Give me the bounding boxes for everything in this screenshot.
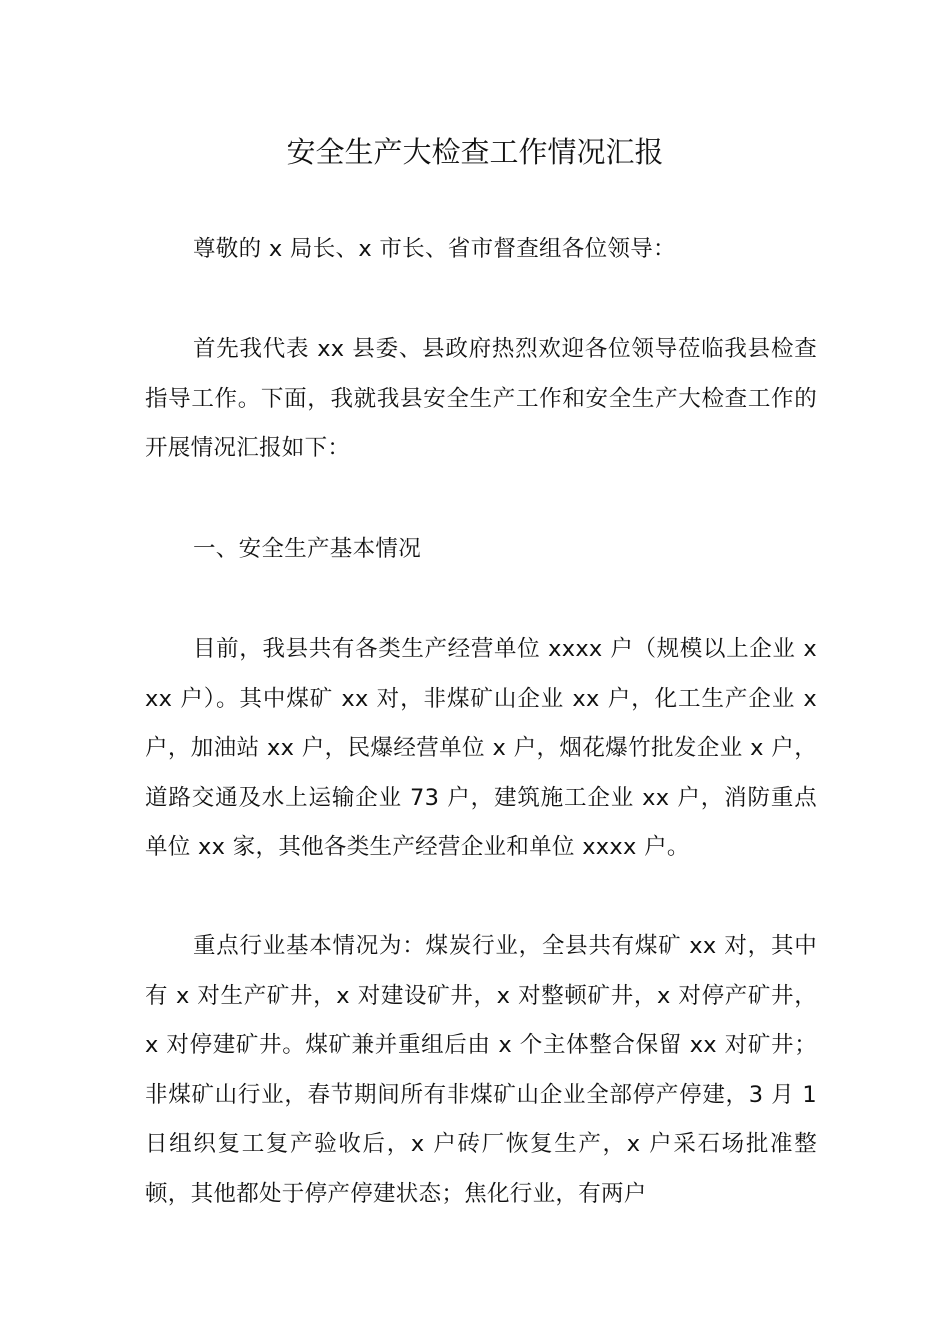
units-overview-paragraph: 目前，我县共有各类生产经营单位 xxxx 户（规模以上企业 xxx 户）。其中煤矿 xx 对，非煤矿山企业 xx 户，化工生产企业 x 户，加油站 xx 户，民爆经营单位 x 户，烟花爆竹批发企业 x 户，道路交通及水上运输企业 73 户，建筑施工企业 xx 户，消防重点单位 xx 家，其他各类生产经营企业和单位 xxxx 户。 [145, 636, 817, 860]
document-title: 安全生产大检查工作情况汇报 [286, 135, 664, 169]
salutation-paragraph: 尊敬的 x 局长、x 市长、省市督查组各位领导： [193, 236, 676, 262]
key-industries-paragraph: 重点行业基本情况为：煤炭行业，全县共有煤矿 xx 对，其中有 x 对生产矿井，x 对建设矿井，x 对整顿矿井，x 对停产矿井，x 对停建矿井。煤矿兼并重组后由 x 个主体整合保留 xx 对矿井；非煤矿山行业，春节期间所有非煤矿山企业全部停产停建，3 月 1 日组织复工复产验收后，x 户砖厂恢复生产，x 户采石场批准整顿，其他都处于停产停建状态；焦化行业，有两户 [145, 933, 817, 1207]
intro-paragraph: 首先我代表 xx 县委、县政府热烈欢迎各位领导莅临我县检查指导工作。下面，我就我县安全生产工作和安全生产大检查工作的开展情况汇报如下： [145, 336, 817, 461]
section-heading-basic-situation: 一、安全生产基本情况 [193, 536, 422, 562]
